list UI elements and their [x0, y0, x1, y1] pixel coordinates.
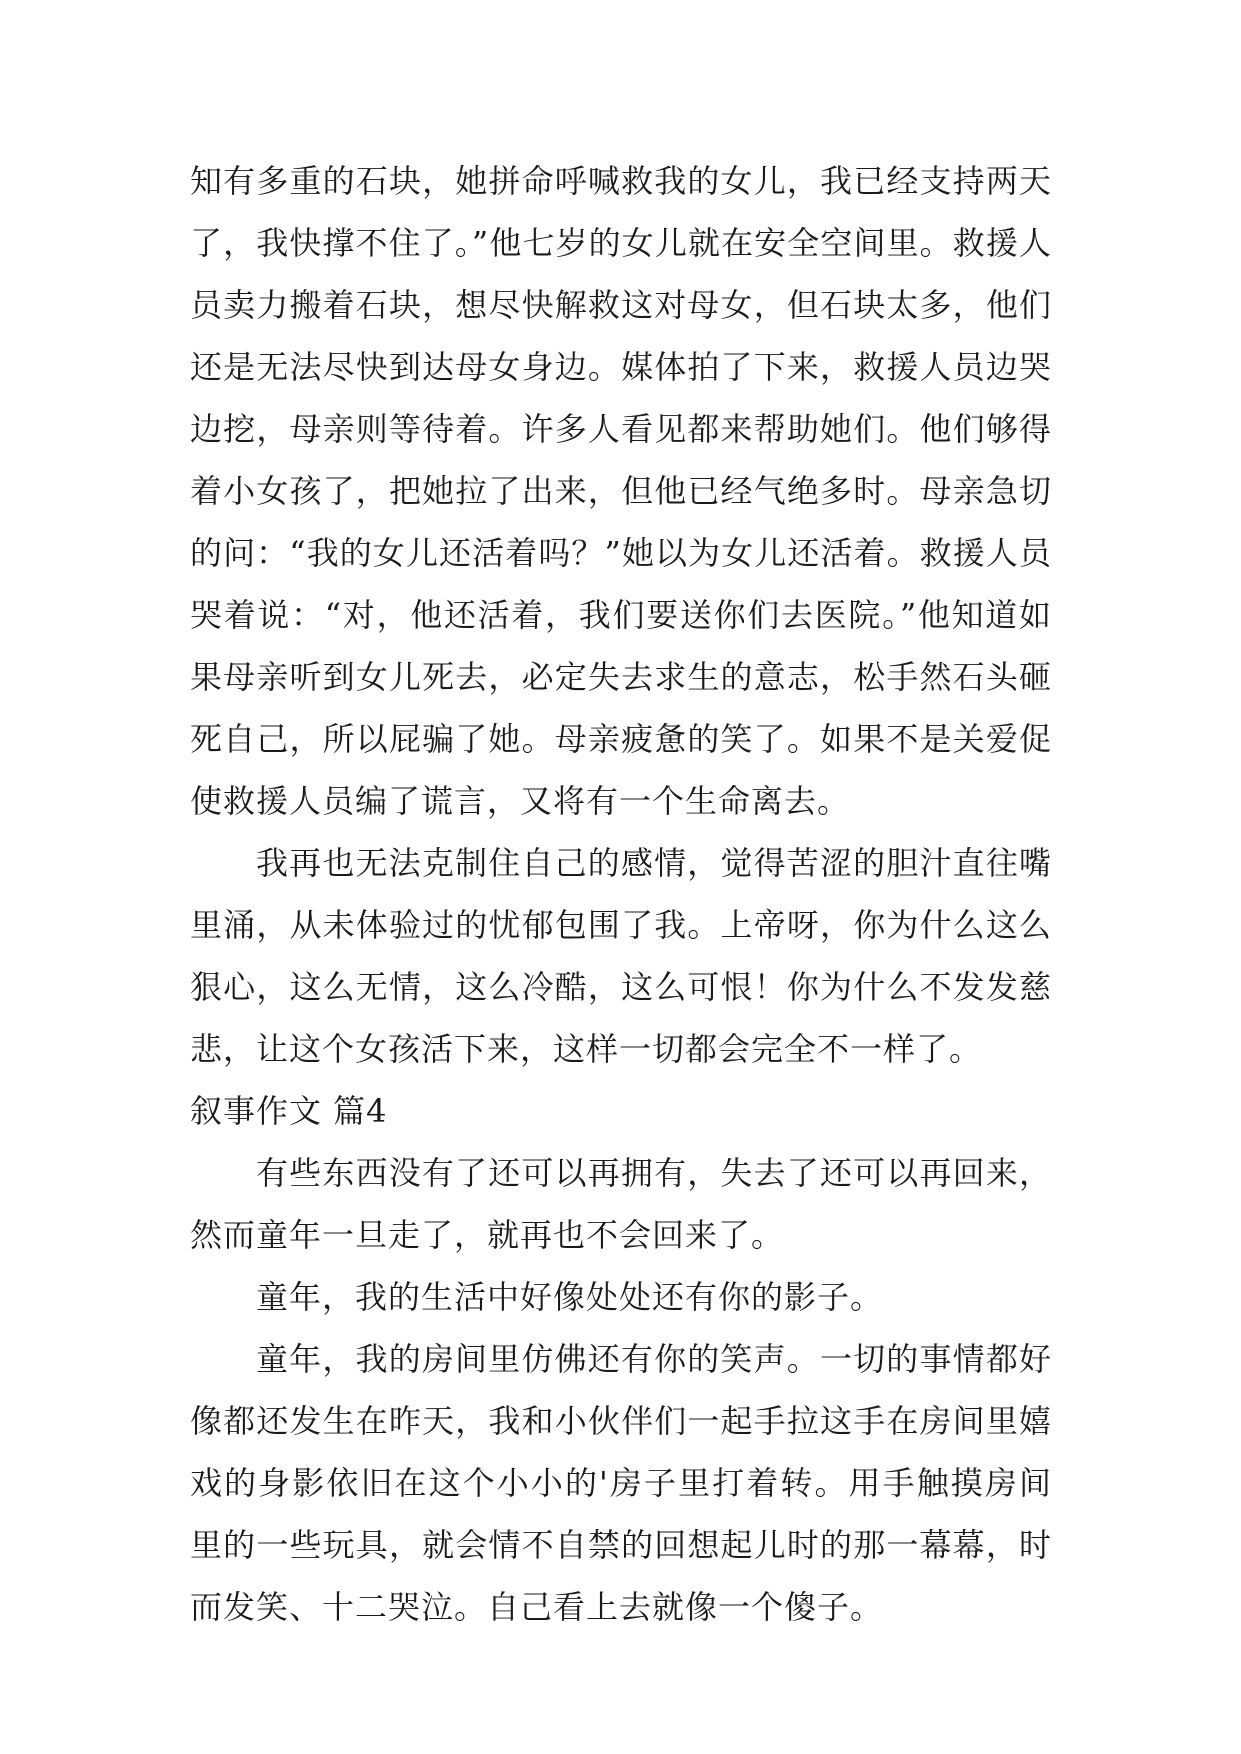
paragraph: 童年，我的房间里仿佛还有你的笑声。一切的事情都好像都还发生在昨天，我和小伙伴们一起手拉这手在房间里嬉戏的身影依旧在这个小小的'房子里打着转。用手触摸房间里的一些玩具，就会情不自禁的回想起儿时的那一幕幕，时而发笑、十二哭泣。自己看上去就像一个傻子。 — [190, 1340, 1052, 1626]
paragraph: 我再也无法克制住自己的感情，觉得苦涩的胆汁直往嘴里涌，从未体验过的忧郁包围了我。上帝呀，你为什么这么狠心，这么无情，这么冷酷，这么可恨！你为什么不发发慈悲，让这个女孩活下来，这样一切都会完全不一样了。 — [190, 844, 1052, 1068]
section-heading: 叙事作文 篇4 — [190, 1092, 388, 1130]
paragraph: 知有多重的石块，她拼命呼喊救我的女儿，我已经支持两天了，我快撑不住了。”他七岁的女儿就在安全空间里。救援人员卖力搬着石块，想尽快解救这对母女，但石块太多，他们还是无法尽快到达母女身边。媒体拍了下来，救援人员边哭边挖，母亲则等待着。许多人看见都来帮助她们。他们够得着小女孩了，把她拉了出来，但他已经气绝多时。母亲急切的问：“我的女儿还活着吗？”她以为女儿还活着。救援人员哭着说：“对，他还活着，我们要送你们去医院。”他知道如果母亲听到女儿死去，必定失去求生的意志，松手然石头砸死自己，所以屁骗了她。母亲疲惫的笑了。如果不是关爱促使救援人员编了谎言，又将有一个生命离去。 — [190, 162, 1052, 820]
paragraph: 有些东西没有了还可以再拥有，失去了还可以再回来，然而童年一旦走了，就再也不会回来了。 — [190, 1154, 1052, 1254]
paragraph: 童年，我的生活中好像处处还有你的影子。 — [256, 1278, 884, 1316]
document-body — [190, 150, 1052, 1638]
